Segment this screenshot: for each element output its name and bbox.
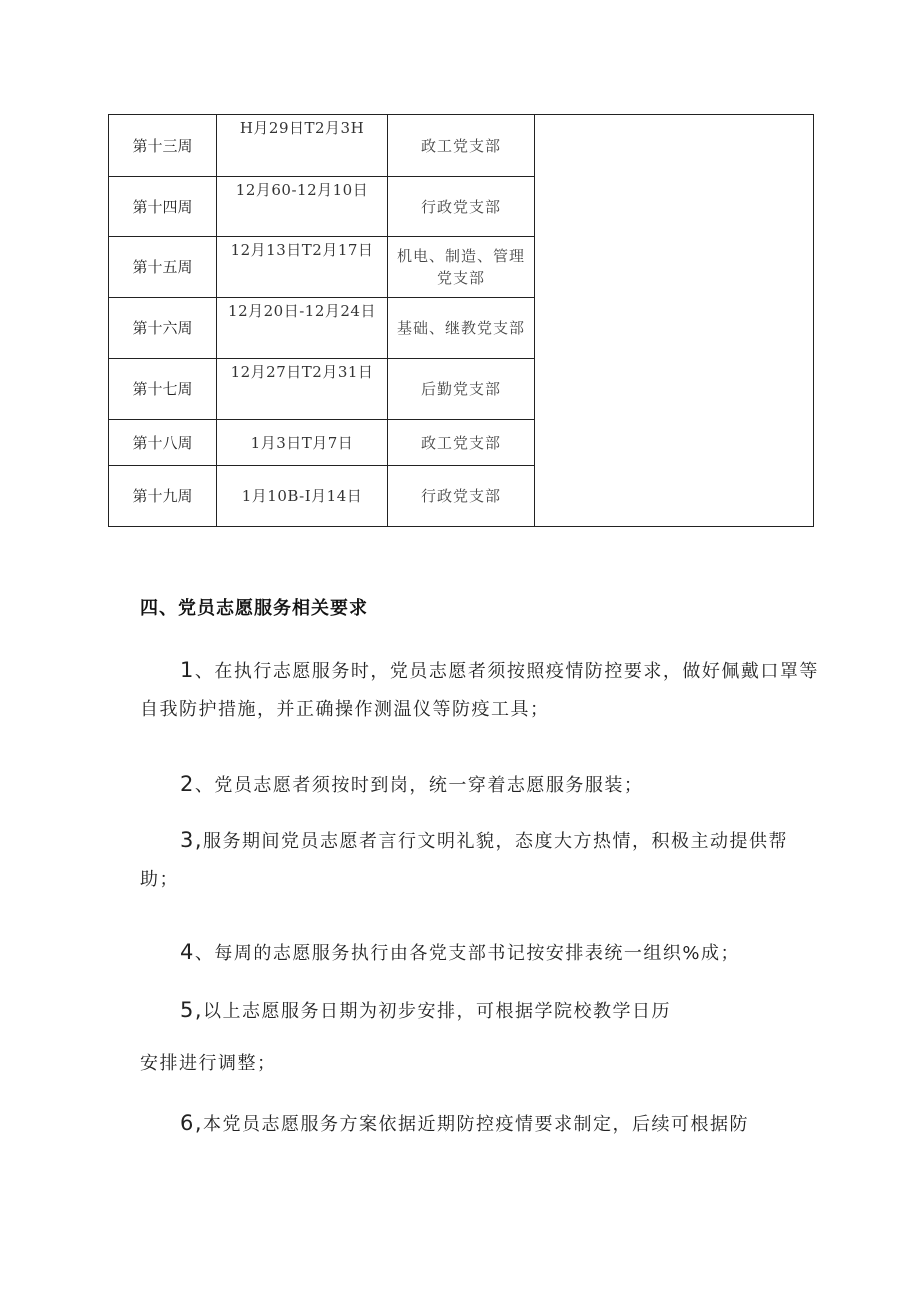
schedule-table <box>108 114 814 527</box>
date-cell: H月29日T2月3H <box>217 115 388 177</box>
requirement-item-1 <box>140 651 820 729</box>
item-text: 本党员志愿服务方案依据近期防控疫情要求制定，后续可根据防 <box>203 1114 750 1135</box>
requirement-item-2 <box>140 765 820 805</box>
requirement-item-5-continued: 安排进行调整； <box>140 1053 277 1074</box>
week-cell: 第十九周 <box>109 466 217 527</box>
item-text: 、在执行志愿服务时，党员志愿者须按照疫情防控要求，做好佩戴口罩等自我防护措施，并正确操作测温仪等防疫工具； <box>140 661 819 720</box>
item-number: 4 <box>180 940 195 964</box>
requirement-item-4 <box>140 933 820 973</box>
dept-cell: 行政党支部 <box>388 177 535 237</box>
blank-cell <box>535 115 814 527</box>
item-text: 、每周的志愿服务执行由各党支部书记按安排表统一组织%成； <box>194 943 740 964</box>
dept-cell: 基础、继教党支部 <box>388 298 535 359</box>
week-cell: 第十五周 <box>109 237 217 298</box>
dept-cell: 政工党支部 <box>388 115 535 177</box>
week-cell: 第十四周 <box>109 177 217 237</box>
requirement-item-6 <box>140 1104 820 1144</box>
table-row <box>109 115 814 177</box>
week-cell: 第十七周 <box>109 359 217 420</box>
date-cell: 1月10B-I月14日 <box>217 466 388 527</box>
item-number: 3, <box>180 828 204 852</box>
requirement-item-5 <box>140 991 820 1031</box>
week-cell: 第十八周 <box>109 420 217 466</box>
date-cell: 1月3日T月7日 <box>217 420 388 466</box>
date-cell: 12月27日T2月31日 <box>217 359 388 420</box>
week-cell: 第十六周 <box>109 298 217 359</box>
item-number: 5, <box>180 998 204 1022</box>
dept-cell: 行政党支部 <box>388 466 535 527</box>
dept-cell: 政工党支部 <box>388 420 535 466</box>
week-cell: 第十三周 <box>109 115 217 177</box>
section-heading: 四、党员志愿服务相关要求 <box>140 598 368 619</box>
requirement-item-3 <box>140 821 820 899</box>
dept-cell: 机电、制造、管理党支部 <box>388 237 535 298</box>
item-text: 、党员志愿者须按时到岗，统一穿着志愿服务服装； <box>194 775 644 796</box>
date-cell: 12月60-12月10日 <box>217 177 388 237</box>
date-cell: 12月20日-12月24日 <box>217 298 388 359</box>
dept-cell: 后勤党支部 <box>388 359 535 420</box>
item-number: 2 <box>180 772 195 796</box>
item-text: 服务期间党员志愿者言行文明礼貌，态度大方热情，积极主动提供帮助； <box>140 831 789 890</box>
item-text: 以上志愿服务日期为初步安排，可根据学院校教学日历 <box>203 1001 672 1022</box>
item-number: 6, <box>180 1111 204 1135</box>
date-cell: 12月13日T2月17日 <box>217 237 388 298</box>
item-number: 1 <box>180 658 195 682</box>
